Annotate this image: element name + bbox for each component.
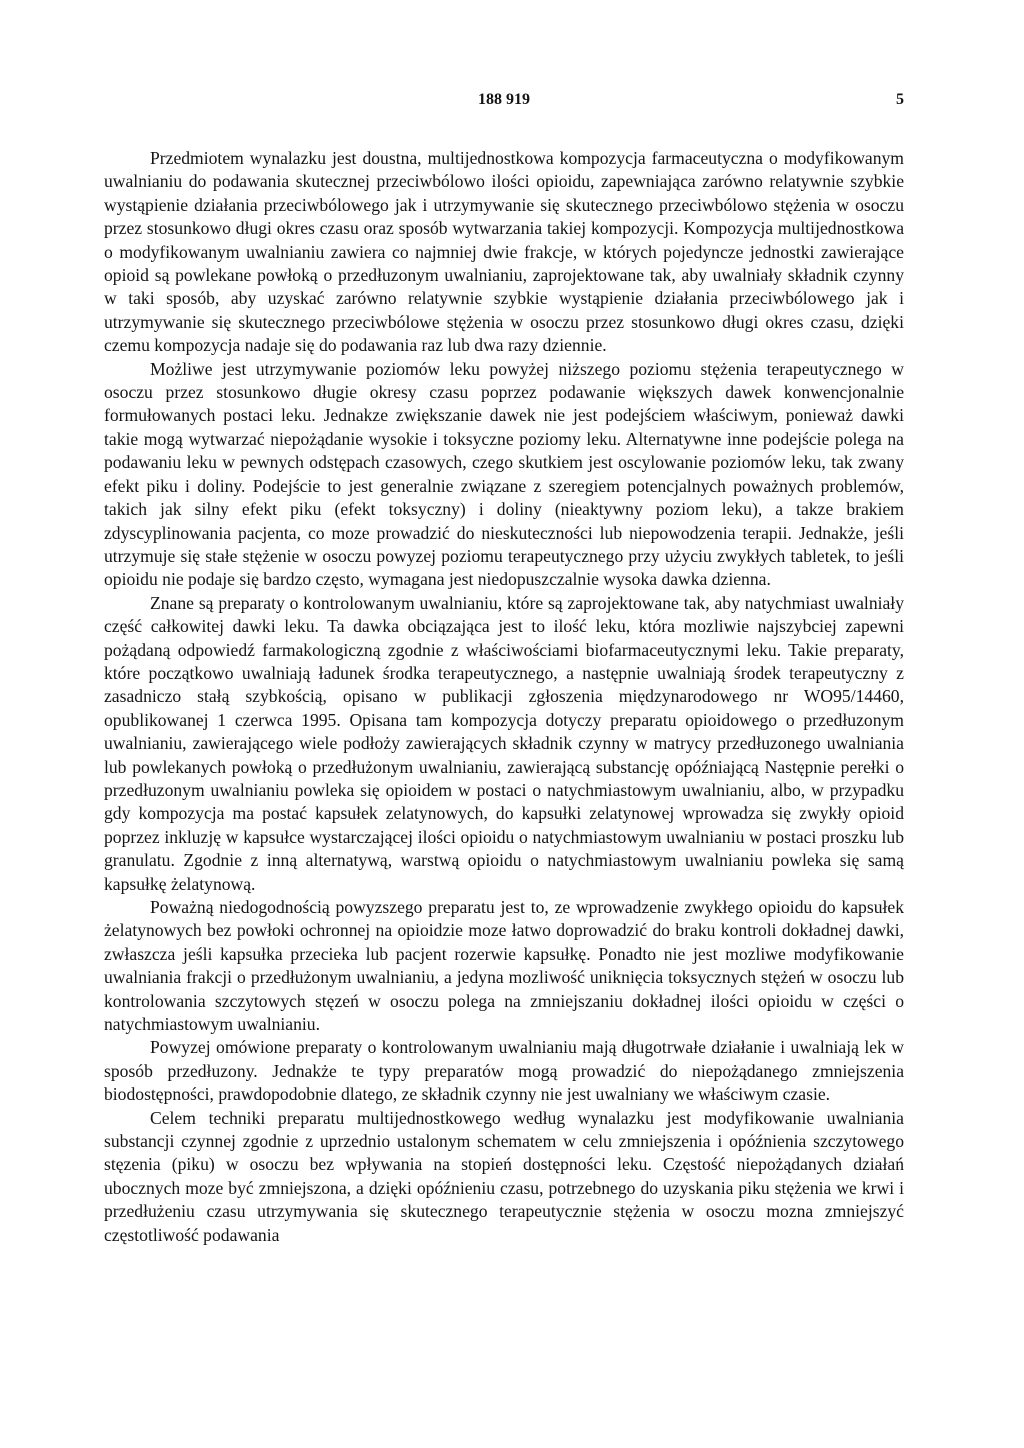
paragraph: Przedmiotem wynalazku jest doustna, multijednostkowa kompozycja farmaceutyczna o modyfikowanym uwalnianiu do podawania skutecznej przeciwbólowo ilości opioidu, zapewniająca zarówno relatywnie szybkie wystąpienie działania przeciwbólowego jak i utrzymywanie się skutecznego przeciwbólowo stężenia w osoczu przez stosunkowo długi okres czasu oraz sposób wytwarzania takiej kompozycji. Kompozycja multijednostkowa o modyfikowanym uwalnianiu zawiera co najmniej dwie frakcje, w których pojedyncze jednostki zawierające opioid są powlekane powłoką o przedłuzonym uwalnianiu, zaprojektowane tak, aby uwalniały składnik czynny w taki sposób, aby uzyskać zarówno relatywnie szybkie wystąpienie działania przeciwbólowego jak i utrzymywanie się skutecznego przeciwbólowe stężenia w osoczu przez stosunkowo długi okres czasu, dzięki czemu kompozycja nadaje się do podawania raz lub dwa razy dziennie. (104, 148, 904, 356)
patent-number: 188 919 (478, 91, 530, 108)
paragraph: Możliwe jest utrzymywanie poziomów leku powyżej niższego poziomu stężenia terapeutycznego w osoczu przez stosunkowo długie okresy czasu poprzez podawanie większych dawek konwencjonalnie formułowanych postaci leku. Jednakze zwiększanie dawek nie jest podejściem właściwym, ponieważ dawki takie mogą wytwarzać niepożądanie wysokie i toksyczne poziomy leku. Alternatywne inne podejście polega na podawaniu leku w pewnych odstępach czasowych, czego skutkiem jest oscylowanie poziomów leku, tak zwany efekt piku i doliny. Podejście to jest generalnie związane z szeregiem potencjalnych poważnych problemów, takich jak silny efekt piku (efekt toksyczny) i doliny (nieaktywny poziom leku), a takze brakiem zdyscyplinowania pacjenta, co moze prowadzić do nieskuteczności lub niepowodzenia terapii. Jednakże, jeśli utrzymuje się stałe stężenie w osoczu powyzej poziomu terapeutycznego przy użyciu zwykłych tabletek, to jeśli opioidu nie podaje się bardzo często, wymagana jest niedopuszczalnie wysoka dawka dzienna. (104, 358, 904, 590)
paragraph: Znane są preparaty o kontrolowanym uwalnianiu, które są zaprojektowane tak, aby natychmiast uwalniały część całkowitej dawki leku. Ta dawka obciązająca jest to ilość leku, która mozliwie najszybciej zapewni pożądaną odpowiedź farmakologiczną zgodnie z właściwościami biofarmaceutycznymi leku. Takie preparaty, które początkowo uwalniają ładunek środka terapeutycznego, a następnie uwalniają środek terapeutyczny z zasadniczo stałą szybkością, opisano w publikacji zgłoszenia międzynarodowego nr WO95/14460, opublikowanej 1 czerwca 1995. Opisana tam kompozycja dotyczy preparatu opioidowego o przedłuzonym uwalnianiu, zawierającego wiele podłoży zawierających składnik czynny w matrycy przedłuzonego uwalniania lub powlekanych powłoką o przedłużonym uwalnianiu, zawierającą substancję opóźniającą Następnie perełki o przedłuzonym uwalnianiu powleka się opioidem w postaci o natychmiastowym uwalnianiu, albo, w przypadku gdy kompozycja ma postać kapsułek zelatynowych, do kapsułki zelatynowej wprowadza się zwykły opioid poprzez inkluzję w kapsułce wystarczającej ilości opioidu o natychmiastowym uwalnianiu w postaci proszku lub granulatu. Zgodnie z inną alternatywą, warstwą opioidu o natychmiastowym uwalnianiu powleka się samą kapsułkę żelatynową. (104, 592, 904, 894)
document-body (104, 147, 904, 1247)
page-number: 5 (896, 91, 904, 108)
paragraph: Celem techniki preparatu multijednostkowego według wynalazku jest modyfikowanie uwalniania substancji czynnej zgodnie z uprzednio ustalonym schematem w celu zmniejszenia i opóźnienia szczytowego stęzenia (piku) w osoczu bez wpływania na stopień dostępności leku. Częstość niepożądanych działań ubocznych moze być zmniejszona, a dzięki opóźnieniu czasu, potrzebnego do uzyskania piku stężenia we krwi i przedłużeniu czasu utrzymywania się skutecznego terapeutycznie stężenia w osoczu mozna zmniejszyć częstotliwość podawania (104, 1107, 904, 1245)
paragraph: Powyzej omówione preparaty o kontrolowanym uwalnianiu mają długotrwałe działanie i uwalniają lek w sposób przedłuzony. Jednakże te typy preparatów mogą prowadzić do niepożądanego zmniejszenia biodostępności, prawdopodobnie dlatego, ze składnik czynny nie jest uwalniany we właściwym czasie. (104, 1037, 904, 1105)
page-header (104, 91, 904, 115)
paragraph: Poważną niedogodnością powyzszego preparatu jest to, ze wprowadzenie zwykłego opioidu do kapsułek żelatynowych bez powłoki ochronnej na opioidzie moze łatwo doprowadzić do braku kontroli dokładnej dawki, zwłaszcza jeśli kapsułka przecieka lub pacjent rozerwie kapsułkę. Ponadto nie jest mozliwe modyfikowanie uwalniania frakcji o przedłużonym uwalnianiu, a jedyna mozliwość uniknięcia toksycznych stężeń w osoczu lub kontrolowania szczytowych stęzeń w osoczu polega na zmniejszaniu dokładnej ilości opioidu w części o natychmiastowym uwalnianiu. (104, 897, 904, 1035)
